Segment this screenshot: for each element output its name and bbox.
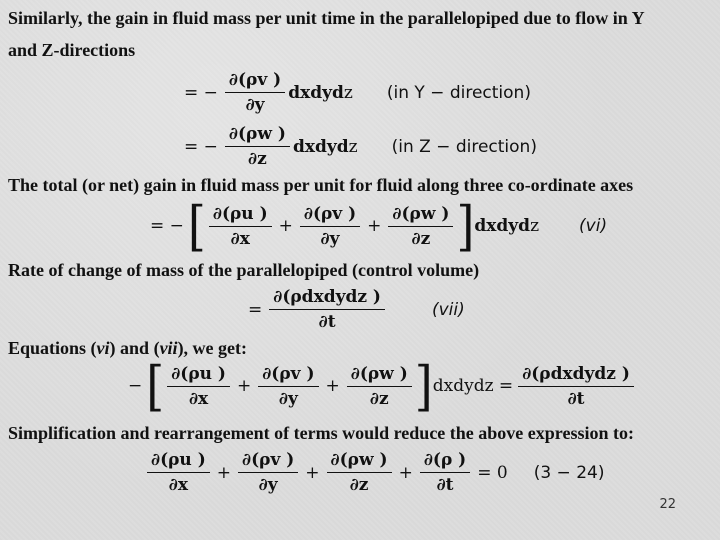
left-bracket: [ bbox=[146, 354, 165, 418]
numerator: ∂(ρu ) bbox=[212, 203, 268, 224]
fraction bbox=[225, 70, 285, 115]
fraction-bar bbox=[420, 472, 470, 473]
numerator: ∂(ρv ) bbox=[242, 450, 295, 470]
equals-sign: = bbox=[248, 299, 263, 320]
right-bracket: ] bbox=[456, 194, 475, 258]
fraction-bar bbox=[238, 472, 298, 473]
equals-minus: = − bbox=[150, 216, 184, 236]
text-line-6: Simplification and rearrangement of terms would reduce the above expression to: bbox=[8, 423, 634, 443]
direction-label: (in Z − direction) bbox=[391, 136, 537, 157]
differential-term: dxdyd bbox=[474, 216, 531, 236]
fraction-u bbox=[147, 450, 210, 495]
ref-vii: vii bbox=[159, 338, 178, 358]
direction-label: (in Y − direction) bbox=[386, 82, 531, 103]
left-bracket: [ bbox=[187, 194, 206, 258]
plus-sign: + bbox=[325, 376, 340, 396]
plus-sign: + bbox=[236, 376, 252, 396]
fraction-bar bbox=[209, 226, 272, 227]
plus-sign: + bbox=[216, 462, 232, 483]
denominator: ∂t bbox=[567, 388, 585, 409]
fraction-bar bbox=[327, 472, 392, 473]
text-part: Equations ( bbox=[8, 338, 97, 358]
text-line-2: and Z-directions bbox=[8, 40, 136, 60]
fraction-w bbox=[327, 450, 392, 495]
fraction-bar bbox=[167, 386, 230, 387]
numerator: ∂(ρdxdydz ) bbox=[273, 287, 381, 307]
fraction-rhs bbox=[518, 364, 634, 409]
equation-y-direction bbox=[180, 70, 531, 115]
numerator: ∂(ρv ) bbox=[303, 203, 357, 224]
fraction-bar bbox=[269, 309, 385, 310]
equation-combined bbox=[124, 354, 637, 418]
text-line-1: Similarly, the gain in fluid mass per unit time in the parallelopiped due to flow in Y bbox=[8, 8, 645, 28]
numerator: ∂(ρdxdydz ) bbox=[522, 363, 630, 384]
denominator: ∂y bbox=[258, 475, 278, 495]
denominator: ∂y bbox=[278, 388, 298, 409]
fraction-bar bbox=[225, 92, 285, 93]
fraction-u bbox=[209, 204, 272, 249]
denominator: ∂x bbox=[188, 388, 209, 409]
equation-number: (vii) bbox=[431, 299, 465, 320]
fraction-bar bbox=[518, 386, 634, 387]
fraction-bar bbox=[347, 386, 412, 387]
numerator: ∂(ρv ) bbox=[262, 363, 315, 384]
denominator: ∂z bbox=[248, 149, 267, 169]
fraction-bar bbox=[225, 146, 290, 147]
text-line-4: Rate of change of mass of the parallelopiped (control volume) bbox=[8, 260, 480, 280]
plus-sign: + bbox=[305, 462, 320, 483]
numerator: ∂(ρv ) bbox=[228, 70, 282, 90]
differential-term: dxdyd bbox=[288, 82, 344, 103]
numerator: ∂(ρw ) bbox=[330, 450, 388, 470]
text-line-3: The total (or net) gain in fluid mass per unit for fluid along three co-ordinate axes bbox=[8, 175, 634, 195]
denominator: ∂z bbox=[411, 228, 431, 249]
differential-z: z bbox=[348, 136, 358, 157]
denominator: ∂z bbox=[369, 388, 389, 409]
plus-sign: + bbox=[278, 216, 293, 236]
numerator: ∂(ρu ) bbox=[171, 363, 226, 384]
denominator: ∂y bbox=[245, 95, 265, 115]
numerator: ∂(ρw ) bbox=[350, 363, 408, 384]
differential-z: z bbox=[530, 216, 540, 236]
numerator: ∂(ρw ) bbox=[228, 124, 286, 144]
fraction-v bbox=[300, 204, 360, 249]
plus-sign: + bbox=[398, 462, 413, 483]
equals-zero: = 0 bbox=[477, 462, 508, 483]
numerator: ∂(ρw ) bbox=[392, 203, 450, 224]
equals-minus: = − bbox=[184, 136, 218, 157]
text-part: ), we get: bbox=[177, 338, 248, 358]
equation-3-24 bbox=[144, 450, 604, 495]
fraction-w bbox=[388, 204, 453, 249]
fraction-u bbox=[167, 364, 230, 409]
denominator: ∂z bbox=[349, 475, 369, 495]
fraction-w bbox=[347, 364, 412, 409]
fraction-v bbox=[238, 450, 298, 495]
differential-equals: dxdydz = bbox=[432, 376, 514, 396]
fraction-bar bbox=[388, 226, 453, 227]
equals-minus: = − bbox=[184, 82, 218, 103]
differential-term: dxdyd bbox=[292, 136, 349, 157]
fraction-bar bbox=[258, 386, 318, 387]
page-number: 22 bbox=[659, 497, 676, 512]
equation-number: (3 − 24) bbox=[533, 462, 605, 483]
fraction-v bbox=[258, 364, 318, 409]
denominator: ∂x bbox=[230, 228, 250, 249]
fraction-rho-t bbox=[420, 450, 470, 495]
denominator: ∂t bbox=[318, 312, 336, 332]
fraction bbox=[225, 124, 290, 169]
plus-sign: + bbox=[367, 216, 382, 236]
denominator: ∂x bbox=[168, 475, 188, 495]
fraction bbox=[269, 287, 385, 332]
text-line-5 bbox=[8, 337, 247, 359]
minus-sign: − bbox=[128, 376, 143, 396]
numerator: ∂(ρ ) bbox=[423, 450, 467, 470]
text-part: ) and ( bbox=[109, 338, 160, 358]
numerator: ∂(ρu ) bbox=[151, 450, 206, 470]
equation-z-direction bbox=[180, 124, 537, 169]
equation-vi bbox=[146, 194, 608, 258]
equation-number: (vi) bbox=[579, 216, 608, 236]
fraction-bar bbox=[300, 226, 360, 227]
fraction-bar bbox=[147, 472, 210, 473]
right-bracket: ] bbox=[414, 354, 433, 418]
ref-vi: vi bbox=[96, 338, 110, 358]
denominator: ∂t bbox=[436, 475, 454, 495]
differential-z: z bbox=[343, 82, 353, 103]
denominator: ∂y bbox=[320, 228, 340, 249]
equation-vii bbox=[244, 287, 465, 332]
